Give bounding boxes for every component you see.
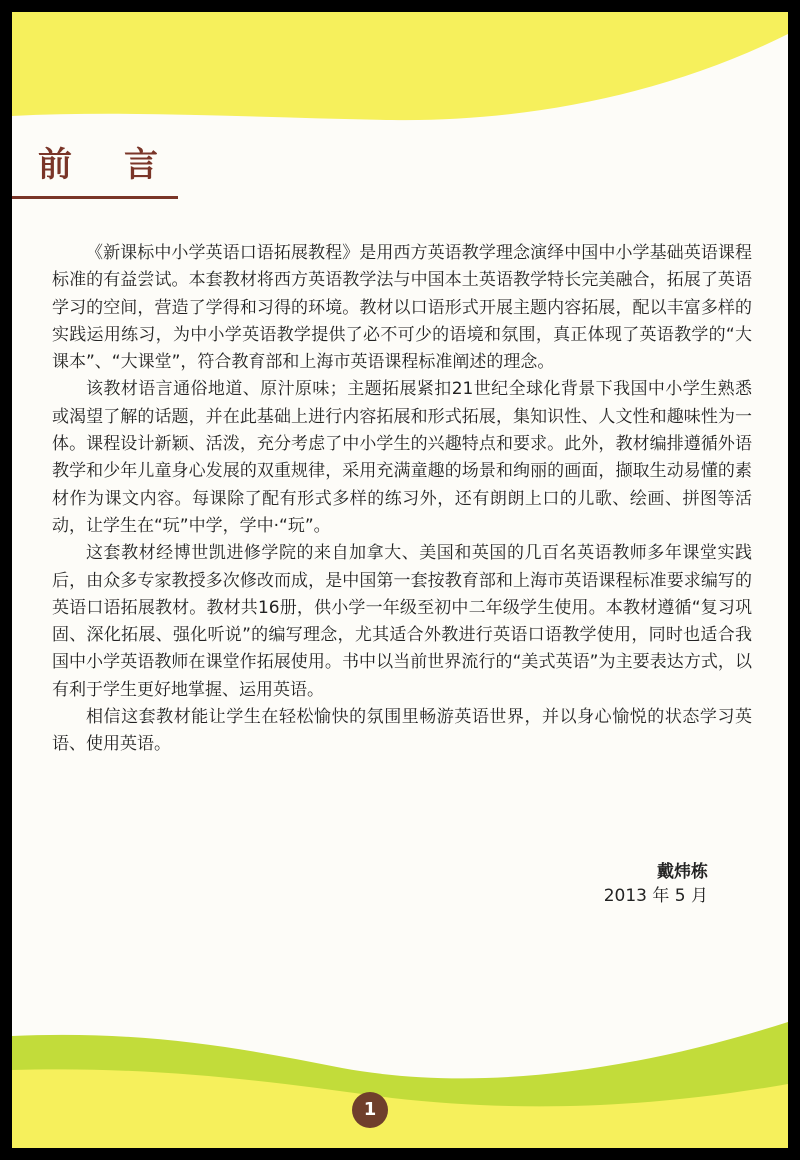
bottom-wave-decoration: [12, 1008, 788, 1148]
paragraph-2: 该教材语言通俗地道、原汁原味；主题拓展紧扣21世纪全球化背景下我国中小学生熟悉或渴望了解的话题，并在此基础上进行内容拓展和形式拓展，集知识性、人文性和趣味性为一体。课程设计新颖、活泼，充分考虑了中小学生的兴趣特点和要求。此外，教材编排遵循外语教学和少年儿童身心发展的双重规律，采用充满童趣的场景和绚丽的画面，撷取生动易懂的素材作为课文内容。每课除了配有形式多样的练习外，还有朗朗上口的儿歌、绘画、拼图等活动，让学生在“玩”中学，学中·“玩”。: [52, 379, 752, 536]
author-name: 戴炜栋: [657, 862, 708, 882]
paragraph-3: 这套教材经博世凯进修学院的来自加拿大、美国和英国的几百名英语教师多年课堂实践后，由众多专家教授多次修改而成，是中国第一套按教育部和上海市英语课程标准要求编写的英语口语拓展教材。教材共16册，供小学一年级至初中二年级学生使用。本教材遵循“复习巩固、深化拓展、强化听说”的编写理念，尤其适合外教进行英语口语教学使用，同时也适合我国中小学英语教师在课堂作拓展使用。书中以当前世界流行的“美式英语”为主要表达方式，以有利于学生更好地掌握、运用英语。: [52, 543, 752, 700]
paragraph-1: 《新课标中小学英语口语拓展教程》是用西方英语教学理念演绎中国中小学基础英语课程标准的有益尝试。本套教材将西方英语教学法与中国本土英语教学特长完美融合，拓展了英语学习的空间，营造了学得和习得的环境。教材以口语形式开展主题内容拓展，配以丰富多样的实践运用练习，为中小学英语教学提供了必不可少的语境和氛围，真正体现了英语教学的“大课本”、“大课堂”，符合教育部和上海市英语课程标准阐述的理念。: [52, 243, 752, 373]
paragraph-4: 相信这套教材能让学生在轻松愉快的氛围里畅游英语世界，并以身心愉悦的状态学习英语、使用英语。: [52, 707, 752, 755]
signature-block: [604, 860, 708, 908]
top-wave-decoration: [12, 12, 788, 162]
page-number-badge: 1: [352, 1092, 388, 1128]
title-underline: [12, 196, 178, 199]
book-page: [12, 12, 788, 1148]
page-title: 前言: [38, 145, 210, 185]
signature-date: 2013 年 5 月: [603, 886, 708, 906]
preface-body: [52, 240, 752, 759]
